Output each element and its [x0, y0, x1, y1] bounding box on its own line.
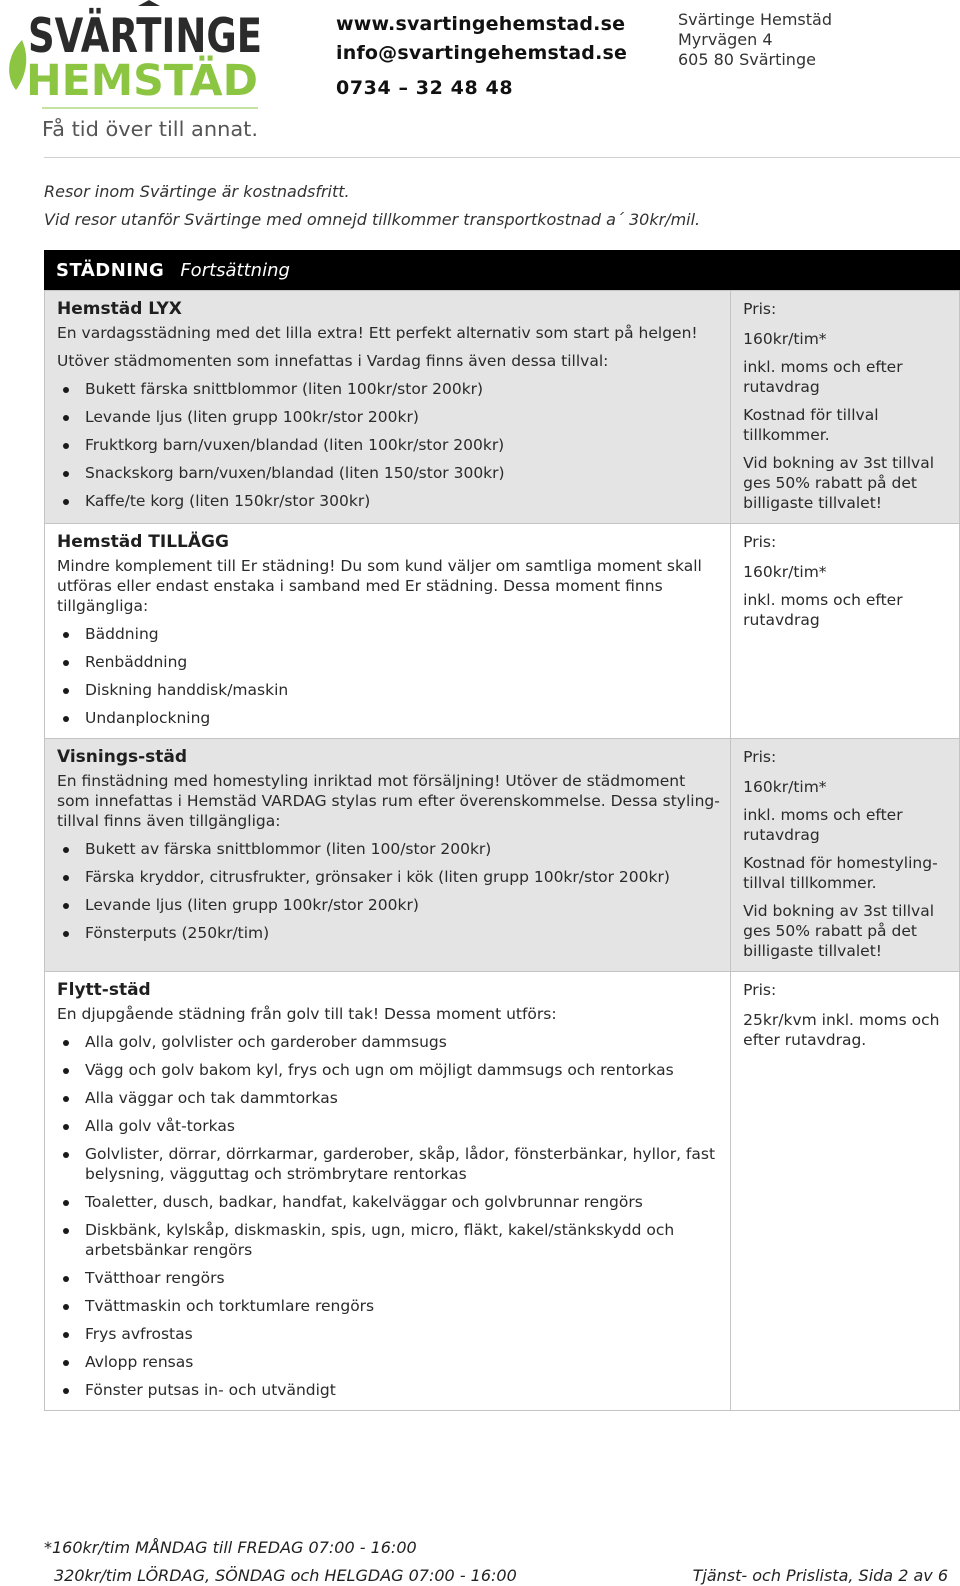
price-line: 160kr/tim*	[743, 563, 827, 581]
service-items	[57, 624, 720, 728]
price-label: Pris:	[743, 748, 777, 766]
service-price	[731, 291, 960, 524]
service-row-visning	[45, 739, 960, 972]
address-line: Svärtinge Hemstäd	[678, 10, 832, 29]
list-item: Avlopp rensas	[57, 1352, 720, 1372]
list-item: Tvättmaskin och torktumlare rengörs	[57, 1296, 720, 1316]
service-paragraph: Mindre komplement till Er städning! Du som kund väljer om samtliga moment skall utföras eller endast enstaka i samband med Er städning. Dessa moment finns tillgängliga:	[57, 557, 702, 615]
service-name: Hemstäd TILLÄGG	[57, 532, 229, 552]
price-line: 25kr/kvm inkl. moms och efter rutavdrag.	[743, 1011, 940, 1049]
list-item: Snackskorg barn/vuxen/blandad (liten 150/stor 300kr)	[57, 463, 720, 483]
section-title: STÄDNING	[56, 259, 165, 281]
list-item: Bukett färska snittblommor (liten 100kr/stor 200kr)	[57, 379, 720, 399]
list-item: Fönster putsas in- och utvändigt	[57, 1380, 720, 1400]
address-line: 605 80 Svärtinge	[678, 50, 816, 69]
price-line: 160kr/tim*	[743, 778, 827, 796]
service-items	[57, 1032, 720, 1400]
page-label: Tjänst- och Prislista, Sida 2 av 6	[692, 1566, 948, 1585]
list-item: Diskbänk, kylskåp, diskmaskin, spis, ugn, micro, fläkt, kakel/stänkskydd och arbetsbänkar rengörs	[57, 1220, 720, 1260]
price-line: Kostnad för tillval tillkommer.	[743, 406, 879, 444]
price-line: Vid bokning av 3st tillval ges 50% rabatt på det billigaste tillvalet!	[743, 454, 935, 512]
logo-graphic	[0, 0, 270, 145]
weekday-rate-note: *160kr/tim MÅNDAG till FREDAG 07:00 - 16:00	[44, 1538, 417, 1557]
service-description	[45, 972, 731, 1411]
price-line: Kostnad för homestyling-tillval tillkommer.	[743, 854, 938, 892]
list-item: Diskning handdisk/maskin	[57, 680, 720, 700]
price-line: inkl. moms och efter rutavdrag	[743, 806, 903, 844]
service-price	[731, 972, 960, 1411]
list-item: Fönsterputs (250kr/tim)	[57, 923, 720, 943]
list-item: Levande ljus (liten grupp 100kr/stor 200kr)	[57, 895, 720, 915]
service-paragraph: En djupgående städning från golv till tak! Dessa moment utförs:	[57, 1005, 557, 1023]
postal-address	[678, 10, 832, 70]
service-row-lyx	[45, 291, 960, 524]
services-table	[44, 290, 960, 1411]
contact-links	[336, 10, 627, 103]
service-description	[45, 291, 731, 524]
list-item: Fruktkorg barn/vuxen/blandad (liten 100kr/stor 200kr)	[57, 435, 720, 455]
list-item: Alla golv våt-torkas	[57, 1116, 720, 1136]
header-divider	[44, 157, 960, 158]
price-line: 160kr/tim*	[743, 330, 827, 348]
address-line: Myrvägen 4	[678, 30, 773, 49]
list-item: Golvlister, dörrar, dörrkarmar, garderober, skåp, lådor, fönsterbänkar, hyllor, fast belysning, vägguttag och strömbrytare rentorkas	[57, 1144, 720, 1184]
list-item: Toaletter, dusch, badkar, handfat, kakelväggar och golvbrunnar rengörs	[57, 1192, 720, 1212]
list-item: Färska kryddor, citrusfrukter, grönsaker i kök (liten grupp 100kr/stor 200kr)	[57, 867, 720, 887]
email-link[interactable]: info@svartingehemstad.se	[336, 42, 628, 64]
service-row-flytt	[45, 972, 960, 1411]
service-name: Visnings-städ	[57, 747, 188, 767]
list-item: Kaffe/te korg (liten 150kr/stor 300kr)	[57, 491, 720, 511]
service-name: Hemstäd LYX	[57, 299, 182, 319]
service-price	[731, 739, 960, 972]
list-item: Frys avfrostas	[57, 1324, 720, 1344]
price-label: Pris:	[743, 981, 777, 999]
list-item: Bäddning	[57, 624, 720, 644]
service-name: Flytt-städ	[57, 980, 151, 1000]
weekend-rate-note: 320kr/tim LÖRDAG, SÖNDAG och HELGDAG 07:00 - 16:00	[54, 1566, 517, 1585]
service-items	[57, 379, 720, 511]
logo-tagline: Få tid över till annat.	[42, 117, 258, 141]
list-item: Alla väggar och tak dammtorkas	[57, 1088, 720, 1108]
price-label: Pris:	[743, 300, 777, 318]
service-paragraph: En vardagsstädning med det lilla extra! Ett perfekt alternativ som start på helgen!	[57, 324, 698, 342]
list-item: Tvätthoar rengörs	[57, 1268, 720, 1288]
service-row-tillagg	[45, 524, 960, 739]
list-item: Bukett av färska snittblommor (liten 100/stor 200kr)	[57, 839, 720, 859]
company-logo	[0, 0, 270, 145]
service-description	[45, 524, 731, 739]
phone-link[interactable]: 0734 – 32 48 48	[336, 77, 514, 99]
logo-leaf-icon	[9, 40, 26, 90]
list-item: Levande ljus (liten grupp 100kr/stor 200kr)	[57, 407, 720, 427]
service-paragraph: En finstädning med homestyling inriktad mot försäljning! Utöver de städmoment som innefattas i Hemstäd VARDAG stylas rum efter överenskommelse. Dessa styling-tillval finns även tillgängliga:	[57, 772, 720, 830]
price-line: inkl. moms och efter rutavdrag	[743, 358, 903, 396]
website-link[interactable]: www.svartingehemstad.se	[336, 13, 626, 35]
list-item: Alla golv, golvlister och garderober dammsugs	[57, 1032, 720, 1052]
list-item: Vägg och golv bakom kyl, frys och ugn om möjligt dammsugs och rentorkas	[57, 1060, 720, 1080]
logo-brand-top: SVÄRTINGE	[28, 9, 262, 64]
section-header	[44, 250, 960, 290]
price-line: Vid bokning av 3st tillval ges 50% rabatt på det billigaste tillvalet!	[743, 902, 935, 960]
price-line: inkl. moms och efter rutavdrag	[743, 591, 903, 629]
service-description	[45, 739, 731, 972]
travel-note-line: Vid resor utanför Svärtinge med omnejd tillkommer transportkostnad a´ 30kr/mil.	[44, 210, 701, 229]
price-label: Pris:	[743, 533, 777, 551]
list-item: Renbäddning	[57, 652, 720, 672]
travel-note-line: Resor inom Svärtinge är kostnadsfritt.	[44, 182, 350, 201]
service-price	[731, 524, 960, 739]
logo-roof-icon	[138, 0, 160, 6]
service-items	[57, 839, 720, 943]
logo-brand-bottom: HEMSTÄD	[26, 56, 261, 106]
section-subtitle: Fortsättning	[180, 259, 290, 281]
travel-note	[44, 178, 700, 234]
service-paragraph: Utöver städmomenten som innefattas i Vardag finns även dessa tillval:	[57, 352, 609, 370]
list-item: Undanplockning	[57, 708, 720, 728]
